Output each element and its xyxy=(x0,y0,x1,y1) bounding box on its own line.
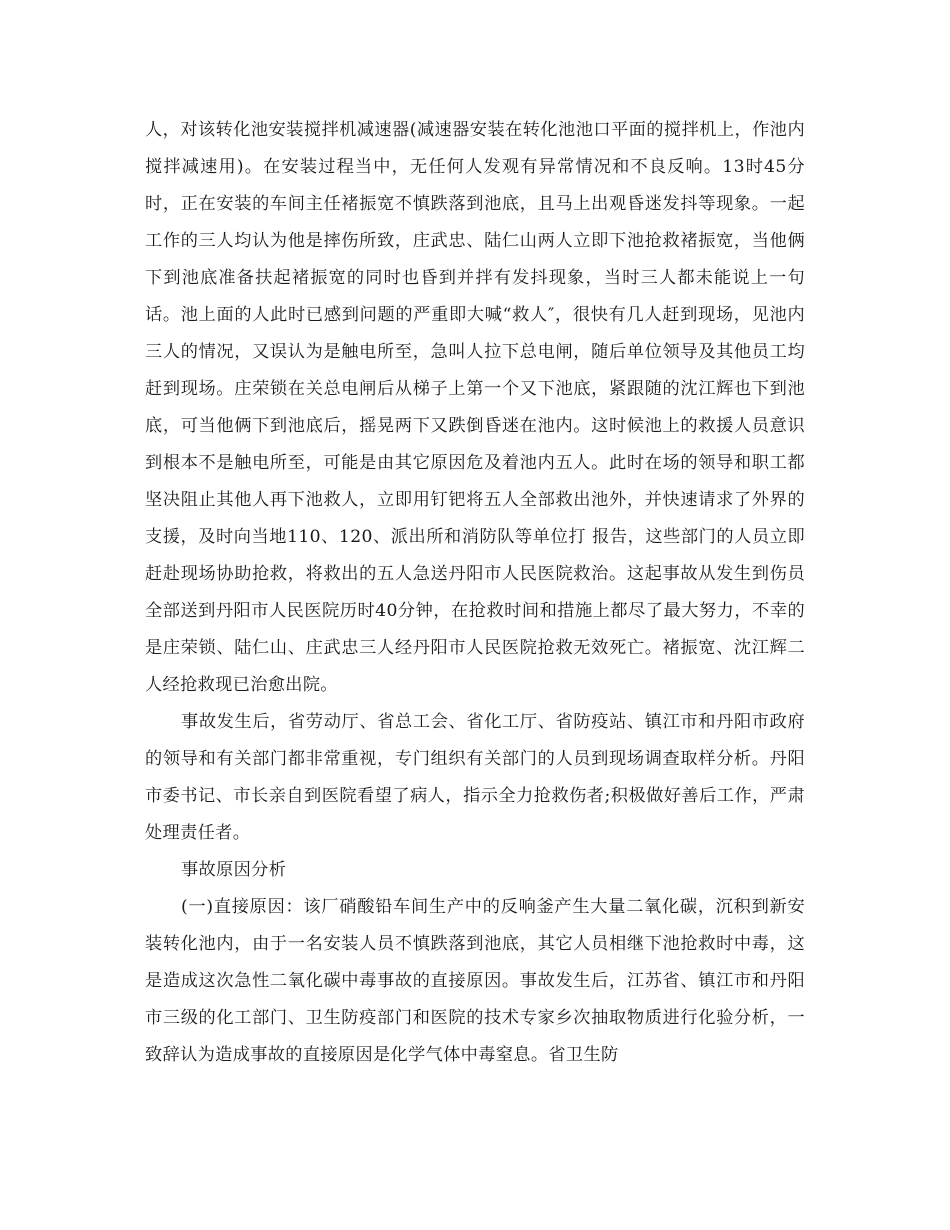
paragraph-aftermath: 事故发生后，省劳动厅、省总工会、省化工厅、省防疫站、镇江市和丹阳市政府的领导和有关部门都非常重视，专门组织有关部门的人员到现场调查取样分析。丹阳市委书记、市长亲自到医院看望了病人，指示全力抢救伤者;积极做好善后工作，严肃处理责任者。 xyxy=(145,712,805,843)
section-heading-cause-analysis: 事故原因分析 xyxy=(181,860,287,880)
document-body xyxy=(145,112,805,1074)
paragraph-accident-process: 人，对该转化池安装搅拌机减速器(减速器安装在转化池池口平面的搅拌机上，作池内搅拌减速用)。在安装过程当中，无任何人发观有异常情况和不良反响。13时45分时，正在安装的车间主任褚振宽不慎跌落到池底，且马上出观昏迷发抖等现象。一起工作的三人均认为他是摔伤所致，庄武忠、陆仁山两人立即下池抢救褚振宽，当他俩下到池底准备扶起褚振宽的同时也昏到并拌有发抖现象，当时三人都未能说上一句话。池上面的人此时已感到问题的严重即大喊“救人″，很快有几人赶到现场，见池内三人的情况，又误认为是触电所至，急叫人拉下总电闸，随后单位领导及其他员工均赶到现场。庄荣锁在关总电闸后从梯子上第一个又下池底，紧跟随的沈江辉也下到池底，可当他俩下到池底后，摇晃两下又跌倒昏迷在池内。这时候池上的救援人员意识到根本不是触电所至，可能是由其它原因危及着池内五人。此时在场的领导和职工都坚决阻止其他人再下池救人，立即用钉钯将五人全部救出池外，并快速请求了外界的支援，及时向当地110、120、派出所和消防队等单位打 报告，这些部门的人员立即赶赴现场协助抢救，将救出的五人急送丹阳市人民医院救治。这起事故从发生到伤员全部送到丹阳市人民医院历时40分钟，在抢救时间和措施上都尽了最大努力，不幸的是庄荣锁、陆仁山、庄武忠三人经丹阳市人民医院抢救无效死亡。褚振宽、沈江辉二人经抢救现已治愈出院。 xyxy=(145,120,805,695)
paragraph-direct-cause: (一)直接原因：该厂硝酸铅车间生产中的反响釜产生大量二氧化碳，沉积到新安装转化池内，由于一名安装人员不慎跌落到池底，其它人员相继下池抢救时中毒，这是造成这次急性二氧化碳中毒事故的直接原因。事故发生后，江苏省、镇江市和丹阳市三级的化工部门、卫生防疫部门和医院的技术专家乡次抽取物质进行化验分析，一致辞认为造成事故的直接原因是化学气体中毒窒息。省卫生防 xyxy=(145,897,805,1065)
